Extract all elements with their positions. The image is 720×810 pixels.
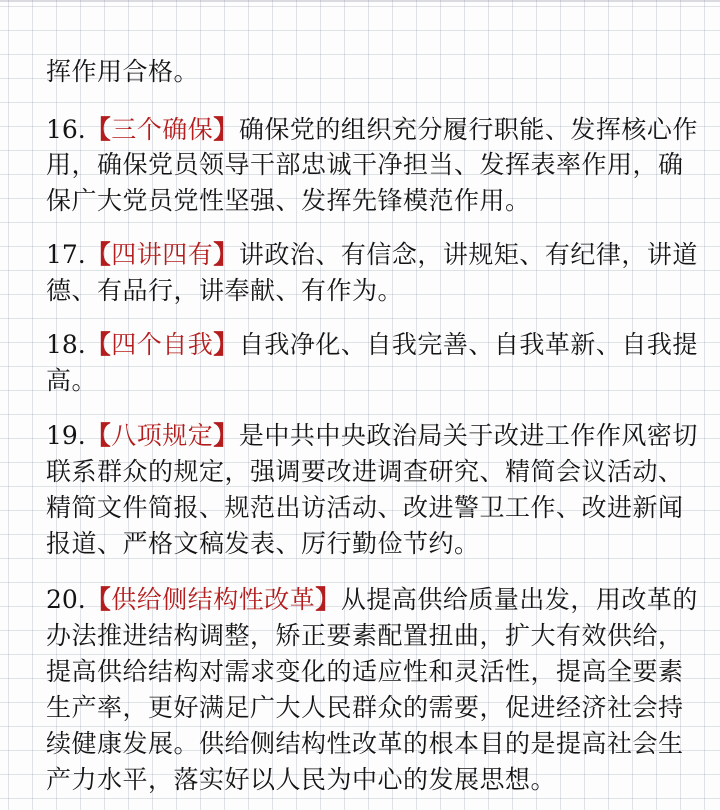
item-18-close-bracket: 】 — [213, 330, 239, 359]
item-17-number: 17. — [46, 240, 86, 269]
item-16-number: 16. — [46, 115, 86, 144]
item-20-line-4 — [46, 693, 684, 723]
item-17-text: 德、有品行，讲奉献、有作为。 — [46, 276, 404, 305]
item-19-text: 精简文件简报、规范出访活动、改进警卫工作、改进新闻 — [46, 493, 684, 522]
item-20-line-2 — [46, 621, 684, 651]
item-16-line-2 — [46, 150, 684, 180]
item-19-text: 报道、严格文稿发表、厉行勤俭节约。 — [46, 529, 480, 558]
item-20-line-5 — [46, 729, 684, 759]
item-17-open-bracket: 【 — [85, 240, 112, 269]
item-16-text: 保广大党员党性坚强、发挥先锋模范作用。 — [46, 186, 531, 215]
item-18-line-1 — [46, 330, 698, 360]
item-19-text: 是中共中央政治局关于改进工作作风密切 — [238, 421, 698, 450]
continuation-text: 挥作用合格。 — [46, 57, 200, 86]
item-16-title: 三个确保 — [111, 115, 214, 144]
item-19-line-1 — [46, 421, 698, 451]
item-20-text: 从提高供给质量出发，用改革的 — [340, 585, 698, 614]
item-19-title: 八项规定 — [111, 421, 214, 450]
item-19-number: 19. — [46, 421, 86, 450]
item-16-line-3 — [46, 186, 676, 216]
item-20-line-1 — [46, 585, 698, 615]
item-19-line-4 — [46, 529, 676, 559]
item-18-number: 18. — [46, 330, 86, 359]
item-20-open-bracket: 【 — [85, 585, 112, 614]
item-20-number: 20. — [46, 585, 86, 614]
item-18-open-bracket: 【 — [85, 330, 112, 359]
item-20-line-3 — [46, 657, 684, 687]
item-18-text: 自我净化、自我完善、自我革新、自我提 — [238, 330, 698, 359]
item-18-line-2 — [46, 366, 676, 396]
item-19-text: 联系群众的规定，强调要改进调查研究、精简会议活动、 — [46, 457, 684, 486]
item-19-close-bracket: 】 — [213, 421, 239, 450]
item-16-line-1 — [46, 115, 698, 145]
item-17-line-1 — [46, 240, 698, 270]
item-19-open-bracket: 【 — [85, 421, 112, 450]
item-20-close-bracket: 】 — [315, 585, 341, 614]
item-20-text: 提高供给结构对需求变化的适应性和灵活性，提高全要素 — [46, 657, 684, 686]
item-20-text: 产力水平，落实好以人民为中心的发展思想。 — [46, 765, 557, 794]
item-16-open-bracket: 【 — [85, 115, 112, 144]
continuation-line — [46, 57, 676, 87]
item-17-title: 四讲四有 — [111, 240, 214, 269]
item-16-text: 确保党的组织充分履行职能、发挥核心作 — [238, 115, 698, 144]
top-divider — [0, 0, 720, 2]
item-17-close-bracket: 】 — [213, 240, 239, 269]
item-18-text: 高。 — [46, 366, 98, 395]
item-20-text: 续健康发展。供给侧结构性改革的根本目的是提高社会生 — [46, 729, 684, 758]
item-20-text: 生产率，更好满足广大人民群众的需要，促进经济社会持 — [46, 693, 684, 722]
item-20-line-6 — [46, 765, 676, 795]
item-17-line-2 — [46, 276, 676, 306]
item-18-title: 四个自我 — [111, 330, 214, 359]
item-20-text: 办法推进结构调整，矫正要素配置扭曲，扩大有效供给， — [46, 621, 684, 650]
item-19-line-2 — [46, 457, 684, 487]
item-19-line-3 — [46, 493, 684, 523]
item-17-text: 讲政治、有信念，讲规矩、有纪律，讲道 — [238, 240, 698, 269]
item-20-title: 供给侧结构性改革 — [111, 585, 316, 614]
item-16-text: 用，确保党员领导干部忠诚干净担当、发挥表率作用，确 — [46, 150, 684, 179]
item-16-close-bracket: 】 — [213, 115, 239, 144]
